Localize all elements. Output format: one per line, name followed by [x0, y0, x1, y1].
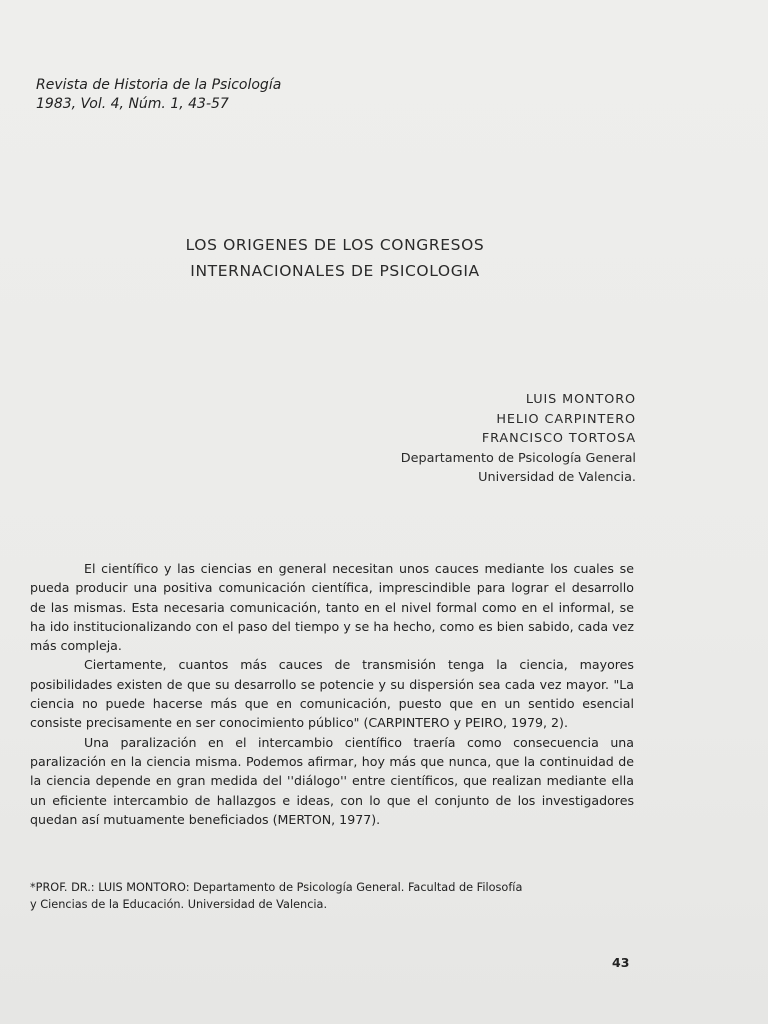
- footnote-line-1: *PROF. DR.: LUIS MONTORO: Departamento de Psicología General. Facultad de Filosofía: [30, 881, 523, 894]
- author-name: HELIO CARPINTERO: [496, 411, 636, 427]
- body-paragraph: El científico y las ciencias en general necesitan unos cauces mediante los cuales se pueda producir una positiva comunicación científica, imprescindible para lograr el desarrollo de las mismas. Esta necesaria comunicación, tanto en el nivel formal como en el informal, se ha ido institucionalizando con el paso del tiempo y se ha hecho, como es bien sabido, cada vez más compleja.: [30, 561, 634, 654]
- author-name: LUIS MONTORO: [525, 392, 636, 407]
- author-name: FRANCISCO TORTOSA: [481, 431, 636, 446]
- author-department: Departamento de Psicología General: [400, 450, 636, 466]
- journal-name: Revista de Historia de la Psicología: [36, 77, 282, 93]
- article-title: [100, 232, 570, 284]
- footnote: [30, 880, 650, 913]
- journal-issue: 1983, Vol. 4, Núm. 1, 43-57: [36, 96, 229, 112]
- body-paragraph: Ciertamente, cuantos más cauces de transmisión tenga la ciencia, mayores posibilidades existen de que su desarrollo se potencie y su dispersión sea cada vez mayor. "La ciencia no puede hacerse más que en comunicación, puesto que en un sentido esencial consiste precisamente en ser conocimiento público" (CARPINTERO y PEIRO, 1979, 2).: [30, 657, 634, 731]
- body-paragraph: Una paralización en el intercambio científico traería como consecuencia una paralización en la ciencia misma. Podemos afirmar, hoy más que nunca, que la continuidad de la ciencia depende en gran medida del ''diálogo'' entre científicos, que realizan mediante ella un eficiente intercambio de hallazgos e ideas, con lo que el conjunto de los investigadores quedan así mutuamente beneficiados (MERTON, 1977).: [30, 734, 634, 827]
- title-line-1: LOS ORIGENES DE LOS CONGRESOS: [185, 236, 485, 254]
- author-block: [401, 390, 636, 488]
- author-university: Universidad de Valencia.: [478, 470, 636, 485]
- page-number: 43: [612, 955, 630, 970]
- title-line-2: INTERNACIONALES DE PSICOLOGIA: [190, 262, 480, 280]
- article-body: [30, 559, 634, 829]
- footnote-line-2: y Ciencias de la Educación. Universidad de Valencia.: [30, 897, 328, 911]
- journal-citation: [36, 76, 281, 114]
